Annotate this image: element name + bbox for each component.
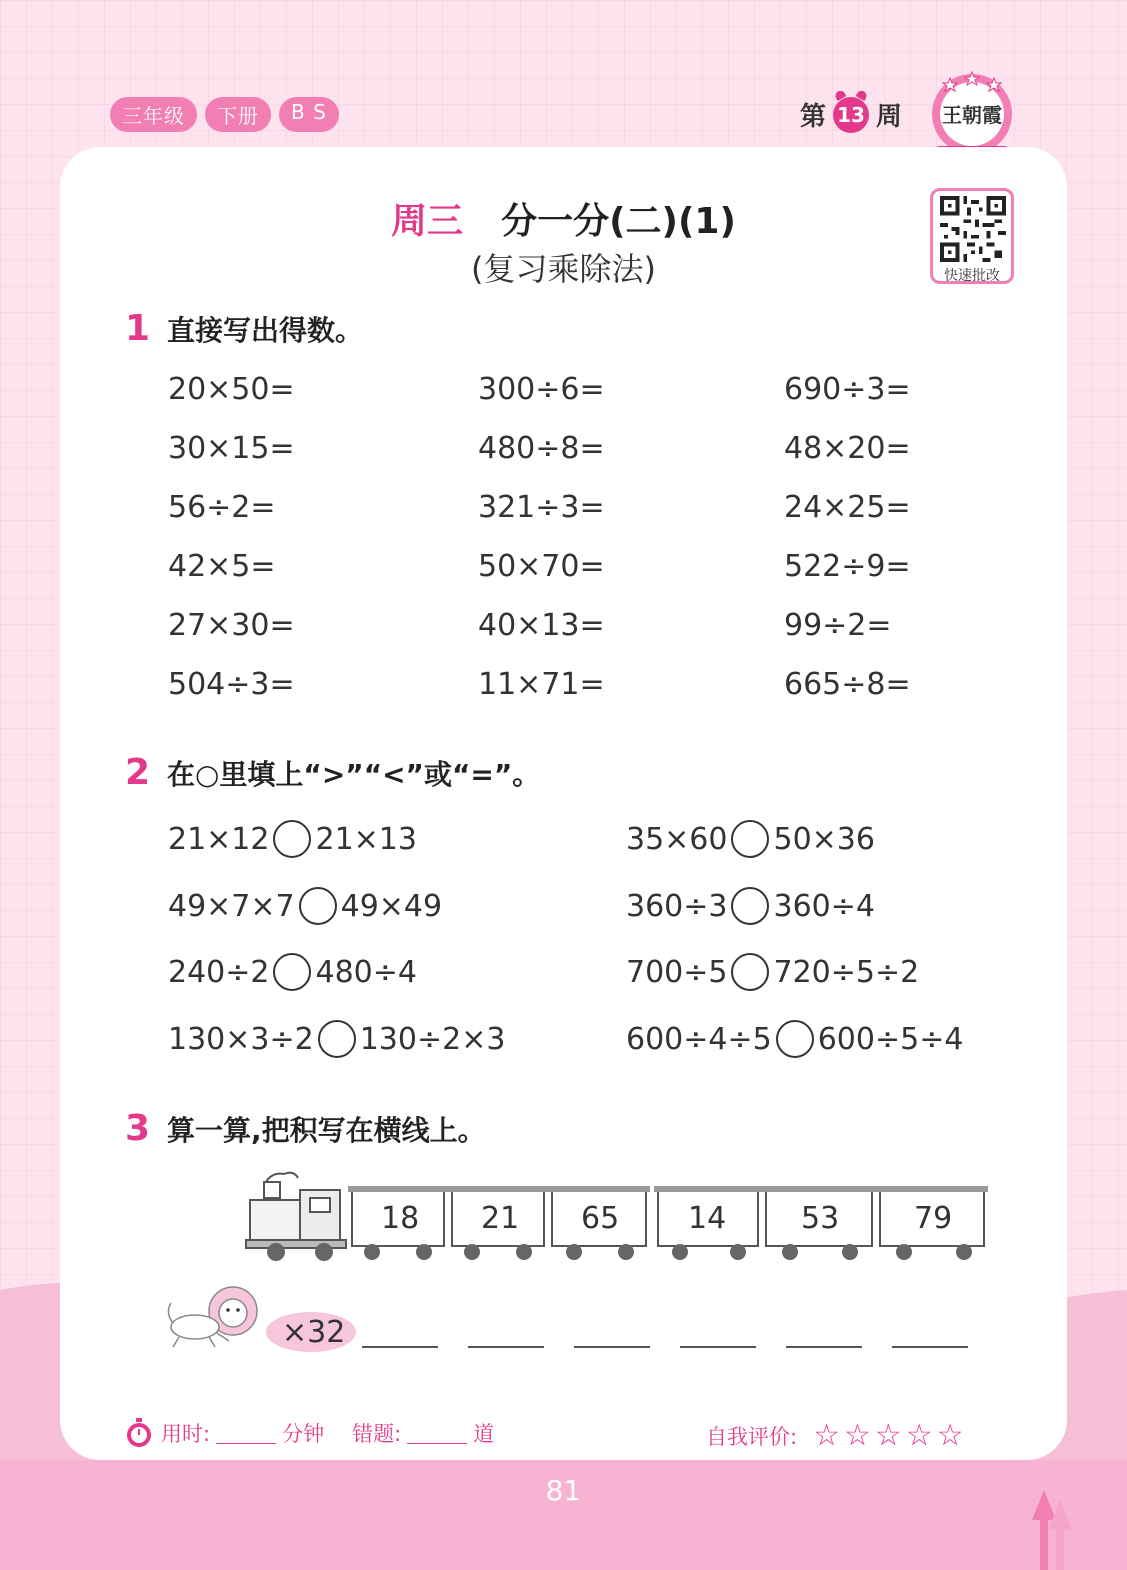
section-1-number: 1 — [125, 308, 151, 349]
calc-problem[interactable]: 42×5= — [168, 549, 276, 584]
comparison-right: 130÷2×3 — [359, 1021, 506, 1057]
up-arrows-decoration — [1028, 1490, 1078, 1570]
errors-input[interactable] — [407, 1423, 467, 1444]
self-evaluation — [706, 1418, 968, 1453]
calc-problem[interactable]: 50×70= — [478, 549, 605, 584]
comparison-left: 21×12 — [168, 821, 270, 857]
grade-tags — [110, 97, 339, 132]
calc-problem[interactable]: 40×13= — [478, 608, 605, 643]
comparison-left: 35×60 — [626, 821, 728, 857]
comparison-left: 700÷5 — [626, 954, 728, 990]
comparison-item — [168, 953, 417, 991]
multiplier-label: ×32 — [282, 1315, 346, 1350]
week-prefix: 第 — [800, 102, 827, 132]
section-2-heading — [125, 752, 540, 793]
calc-problem[interactable]: 665÷8= — [784, 667, 911, 702]
answer-circle[interactable] — [273, 953, 311, 991]
comparison-right: 480÷4 — [315, 954, 417, 990]
section-3-number: 3 — [125, 1108, 151, 1149]
calc-problem[interactable]: 300÷6= — [478, 372, 605, 407]
week-indicator — [800, 96, 902, 133]
qr-code-box[interactable] — [930, 188, 1014, 284]
answer-blank[interactable] — [468, 1346, 544, 1348]
lion-illustration — [165, 1283, 265, 1353]
section-2-instruction: 在○里填上“>”“<”或“=”。 — [167, 757, 541, 791]
answer-blank[interactable] — [362, 1346, 438, 1348]
comparison-item — [168, 887, 442, 925]
train-car-number: 18 — [381, 1201, 420, 1236]
comparison-right: 360÷4 — [773, 888, 875, 924]
calc-problem[interactable]: 480÷8= — [478, 431, 605, 466]
self-eval-label: 自我评价: — [706, 1424, 798, 1449]
answer-blank[interactable] — [574, 1346, 650, 1348]
section-1-instruction: 直接写出得数。 — [167, 313, 364, 347]
answer-circle[interactable] — [731, 820, 769, 858]
comparison-right: 50×36 — [773, 821, 875, 857]
title-main: 分一分(二)(1) — [501, 201, 736, 242]
page-number: 81 — [545, 1474, 582, 1507]
comparison-item — [168, 820, 417, 858]
train-car-number: 21 — [481, 1201, 520, 1236]
calc-problem[interactable]: 690÷3= — [784, 372, 911, 407]
answer-circle[interactable] — [731, 953, 769, 991]
section-3-instruction: 算一算,把积写在横线上。 — [167, 1113, 486, 1147]
answer-blank[interactable] — [680, 1346, 756, 1348]
comparison-right: 720÷5÷2 — [773, 954, 920, 990]
calc-problem[interactable]: 24×25= — [784, 490, 911, 525]
time-unit: 分钟 — [282, 1422, 325, 1446]
answer-circle[interactable] — [776, 1020, 814, 1058]
errors-label: 错题: — [352, 1422, 402, 1446]
stopwatch-icon — [125, 1418, 153, 1448]
comparison-left: 360÷3 — [626, 888, 728, 924]
train-car-number: 53 — [801, 1201, 840, 1236]
calc-problem[interactable]: 30×15= — [168, 431, 295, 466]
train-car-number: 65 — [581, 1201, 620, 1236]
section-1-heading — [125, 308, 363, 349]
footer-stats — [125, 1418, 494, 1448]
train-car-number: 14 — [688, 1201, 727, 1236]
answer-blank[interactable] — [892, 1346, 968, 1348]
comparison-item — [626, 953, 919, 991]
comparison-left: 600÷4÷5 — [626, 1021, 772, 1057]
comparison-item — [626, 820, 875, 858]
section-2-number: 2 — [125, 752, 151, 793]
comparison-item — [626, 887, 875, 925]
calc-problem[interactable]: 522÷9= — [784, 549, 911, 584]
edition-tag: B S — [279, 97, 339, 132]
calc-problem[interactable]: 11×71= — [478, 667, 605, 702]
errors-unit: 道 — [473, 1422, 495, 1446]
calc-problem[interactable]: 27×30= — [168, 608, 295, 643]
comparison-right: 21×13 — [315, 821, 417, 857]
calc-problem[interactable]: 20×50= — [168, 372, 295, 407]
answer-circle[interactable] — [273, 820, 311, 858]
section-3-heading — [125, 1108, 486, 1149]
calc-problem[interactable]: 99÷2= — [784, 608, 892, 643]
comparison-item — [168, 1020, 505, 1058]
qr-label: 快速批改 — [944, 268, 1000, 284]
logo-text: 王朝霞 — [942, 103, 1002, 127]
comparison-left: 240÷2 — [168, 954, 270, 990]
rating-stars[interactable]: ☆☆☆☆☆ — [813, 1418, 968, 1453]
comparison-right: 49×49 — [340, 888, 443, 924]
answer-circle[interactable] — [318, 1020, 356, 1058]
calc-problem[interactable]: 48×20= — [784, 431, 911, 466]
train-car-number: 79 — [914, 1201, 953, 1236]
qr-code-icon — [939, 196, 1007, 262]
time-input[interactable] — [216, 1423, 276, 1444]
grade-tag: 三年级 — [110, 97, 197, 132]
page-subtitle: (复习乘除法) — [471, 250, 656, 288]
answer-blank[interactable] — [786, 1346, 862, 1348]
volume-tag: 下册 — [205, 97, 271, 132]
comparison-right: 600÷5÷4 — [817, 1021, 964, 1057]
comparison-left: 49×7×7 — [168, 888, 295, 924]
calc-problem[interactable]: 504÷3= — [168, 667, 295, 702]
comparison-item — [626, 1020, 963, 1058]
comparison-left: 130×3÷2 — [168, 1021, 314, 1057]
week-suffix: 周 — [876, 102, 903, 132]
calc-problem[interactable]: 56÷2= — [168, 490, 276, 525]
title-day: 周三 — [391, 201, 464, 242]
calc-problem[interactable]: 321÷3= — [478, 490, 605, 525]
answer-circle[interactable] — [299, 887, 337, 925]
time-label: 用时: — [161, 1422, 211, 1446]
answer-circle[interactable] — [731, 887, 769, 925]
week-number-badge: 13 — [833, 97, 869, 133]
